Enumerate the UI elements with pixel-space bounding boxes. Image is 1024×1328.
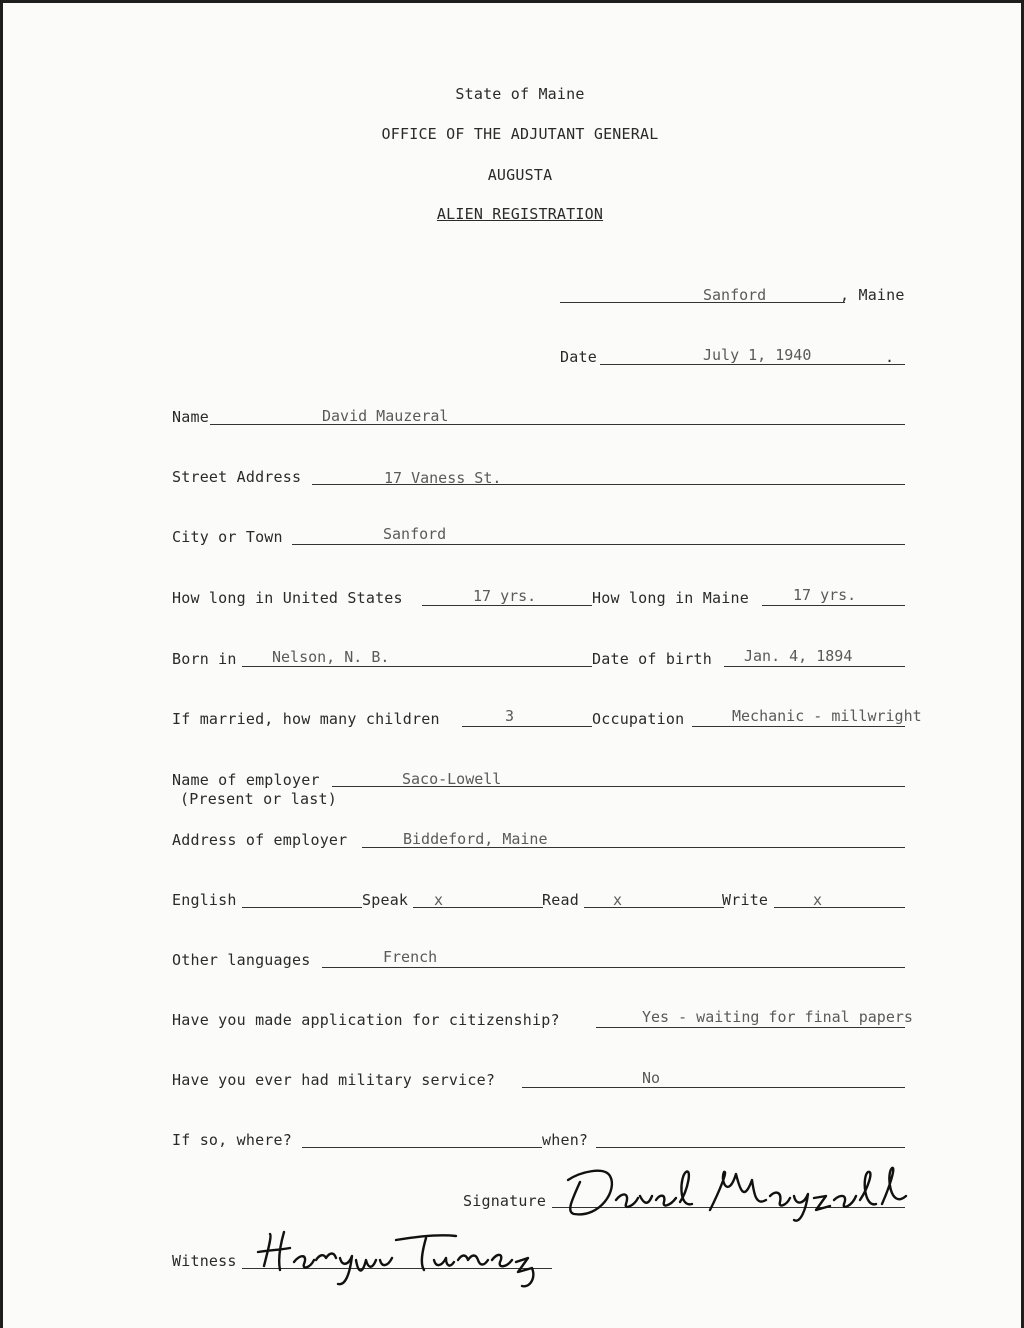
children-line	[462, 726, 592, 727]
name-label: Name	[172, 408, 209, 426]
header-office: OFFICE OF THE ADJUTANT GENERAL	[381, 125, 659, 143]
signature-handwriting	[560, 1160, 910, 1230]
english-label: English	[172, 891, 237, 909]
header-state: State of Maine	[455, 85, 585, 103]
occupation-label: Occupation	[592, 710, 685, 728]
employer-address-label: Address of employer	[172, 831, 348, 849]
write-value: x	[813, 891, 823, 909]
other-lang-label: Other languages	[172, 951, 311, 969]
city-value: Sanford	[383, 525, 447, 543]
name-line	[210, 424, 905, 425]
scan-border-left	[0, 0, 3, 1328]
city-label: City or Town	[172, 528, 283, 546]
citizenship-line	[596, 1027, 905, 1028]
children-label: If married, how many children	[172, 710, 440, 728]
speak-label: Speak	[362, 891, 409, 909]
citizenship-value: Yes - waiting for final papers	[642, 1008, 913, 1026]
read-label: Read	[542, 891, 579, 909]
us-time-label: How long in United States	[172, 589, 403, 607]
us-time-value: 17 yrs.	[473, 587, 537, 605]
dob-line	[724, 666, 905, 667]
write-label: Write	[722, 891, 769, 909]
read-line	[584, 907, 724, 908]
header-city: AUGUSTA	[487, 166, 553, 184]
street-value: 17 Vaness St.	[384, 469, 502, 487]
military-value: No	[642, 1069, 661, 1087]
write-line	[774, 907, 905, 908]
where-label: If so, where?	[172, 1131, 292, 1149]
employer-address-value: Biddeford, Maine	[403, 830, 548, 848]
dob-label: Date of birth	[592, 650, 712, 668]
date-label: Date	[560, 348, 597, 366]
maine-time-value: 17 yrs.	[793, 586, 857, 604]
location-suffix: , Maine	[840, 286, 905, 304]
read-value: x	[613, 891, 623, 909]
name-value: David Mauzeral	[322, 407, 449, 425]
employer-sublabel: (Present or last)	[180, 790, 337, 808]
born-line	[242, 666, 592, 667]
military-line	[522, 1087, 905, 1088]
occupation-line	[692, 726, 905, 727]
street-label: Street Address	[172, 468, 302, 486]
employer-value: Saco-Lowell	[402, 770, 502, 788]
us-time-line	[422, 605, 592, 606]
other-lang-line	[322, 967, 905, 968]
witness-label: Witness	[172, 1252, 237, 1270]
when-label: when?	[542, 1131, 589, 1149]
when-line	[596, 1147, 905, 1148]
occupation-value: Mechanic - millwright	[732, 707, 922, 725]
other-lang-value: French	[383, 948, 438, 966]
born-label: Born in	[172, 650, 237, 668]
date-value: July 1, 1940	[703, 346, 812, 364]
military-label: Have you ever had military service?	[172, 1071, 496, 1089]
header-title: ALIEN REGISTRATION	[436, 205, 604, 223]
citizenship-label: Have you made application for citizenship?	[172, 1011, 560, 1029]
english-line	[242, 907, 362, 908]
maine-time-label: How long in Maine	[592, 589, 749, 607]
city-line	[292, 544, 905, 545]
children-value: 3	[505, 707, 515, 725]
speak-value: x	[434, 891, 444, 909]
signature-label: Signature	[463, 1192, 547, 1210]
location-value: Sanford	[703, 286, 767, 304]
date-end: .	[885, 348, 895, 366]
maine-time-line	[762, 605, 905, 606]
dob-value: Jan. 4, 1894	[744, 647, 853, 665]
witness-handwriting	[250, 1222, 550, 1292]
scan-border-top	[0, 0, 1024, 3]
date-line	[600, 364, 905, 365]
employer-label: Name of employer	[172, 771, 320, 789]
where-line	[302, 1147, 542, 1148]
speak-line	[413, 907, 543, 908]
born-value: Nelson, N. B.	[272, 648, 390, 666]
